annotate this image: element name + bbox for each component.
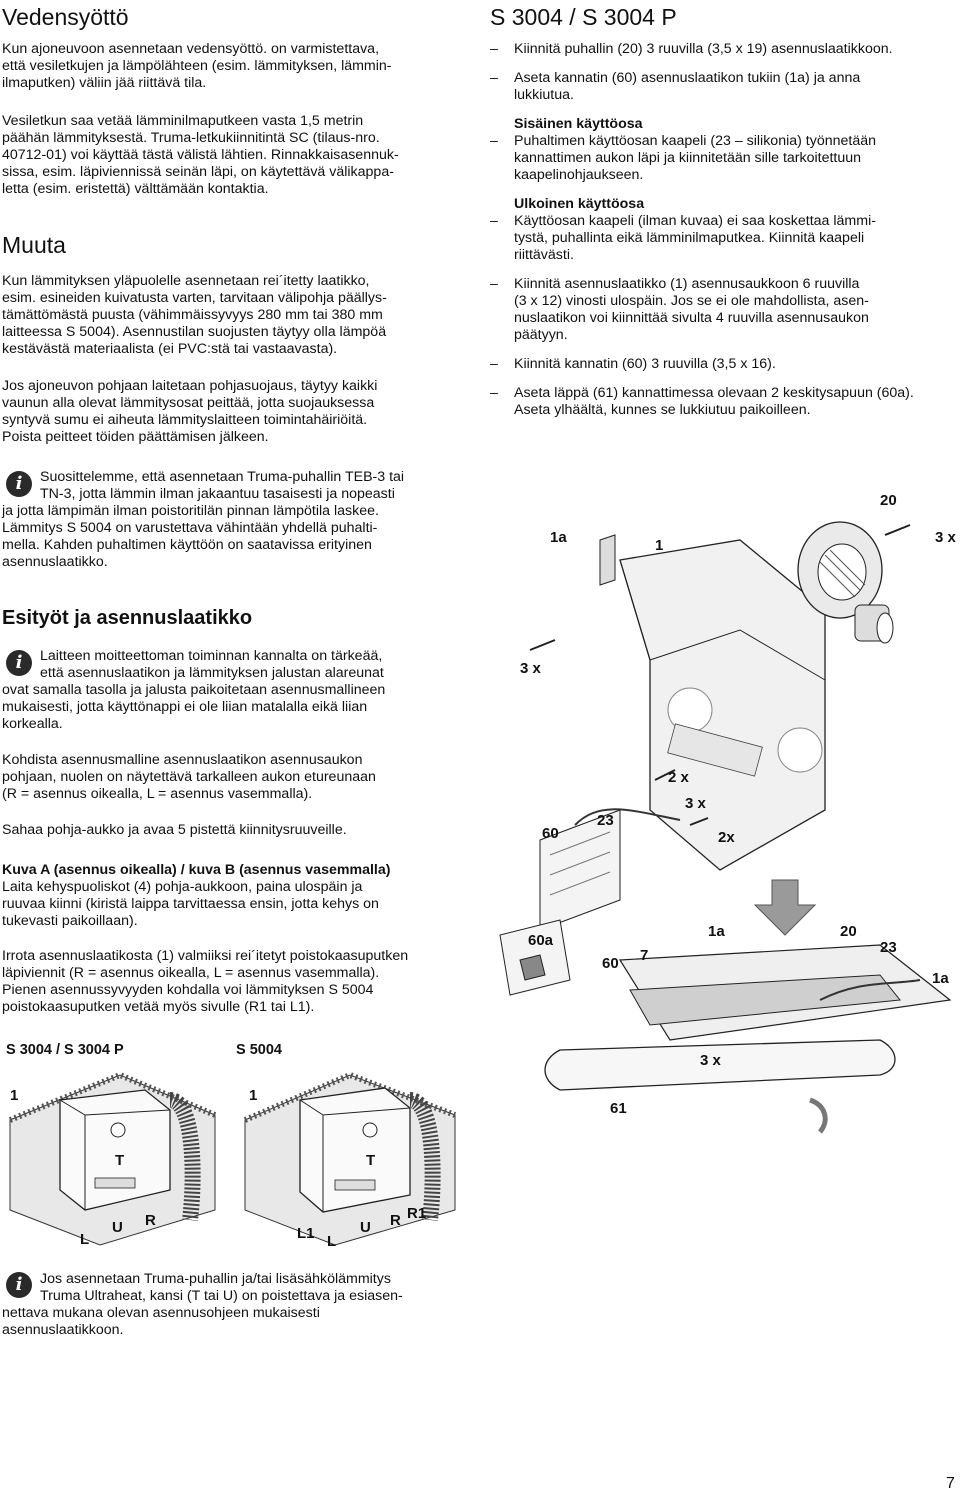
text-line: Vesiletkun saa vetää lämminilmaputkeen vasta 1,5 metrin	[2, 113, 364, 129]
text-line: ovat samalla tasolla ja jalusta paikoitetaan asennusmallineen	[2, 682, 386, 698]
text-line: 40712-01) voi käyttää tästä välistä lähtien. Rinnakkaisasennuk-	[2, 147, 399, 163]
text-line: korkealla.	[2, 716, 63, 732]
label-u: U	[112, 1219, 123, 1236]
label-u: U	[360, 1219, 371, 1236]
muuta-info-note	[2, 469, 472, 571]
list-item	[486, 133, 956, 184]
text-line: – Aseta kannatin (60) asennuslaatikon tukiin (1a) ja anna	[514, 70, 861, 86]
text-line: Lämmitys S 5004 on varustettava vähintään yhdellä puhalti-	[2, 520, 378, 536]
heading-vedensyotto: Vedensyöttö	[2, 4, 129, 30]
text-line: Suosittelemme, että asennetaan Truma-puhallin TEB-3 tai	[40, 469, 405, 485]
label-20: 20	[880, 492, 897, 509]
list-item	[486, 213, 956, 264]
subheading-ulkoinen: Ulkoinen käyttöosa	[514, 196, 645, 212]
label-3x: 3 x	[700, 1052, 721, 1069]
text-line: syntyvä sumu ei aiheuta lämmityslaitteen toimintahäiriöitä.	[2, 412, 368, 428]
heading-muuta: Muuta	[2, 232, 66, 258]
bottom-info-note	[2, 1271, 472, 1339]
text-line: Irrota asennuslaatikosta (1) valmiiksi rei´itetyt poistokaasuputken	[2, 948, 409, 964]
label-r: R	[145, 1212, 156, 1229]
box-body	[60, 1090, 170, 1210]
text-line: läpiviennit (R = asennus oikealla, L = asennus vasemmalla).	[2, 965, 380, 981]
muuta-paragraph-1	[2, 273, 472, 358]
text-line: Aseta ylhäältä, kunnes se lukkiutuu paikoilleen.	[514, 402, 811, 418]
text-line: Poista peitteet töiden päättämisen jälkeen.	[2, 429, 269, 445]
list-item	[486, 385, 956, 419]
label-1a: 1a	[708, 923, 725, 940]
info-icon: i	[6, 1272, 32, 1298]
text-line: esim. esineiden kuivatusta varten, tarvitaan välipohja päällys-	[2, 290, 387, 306]
text-line: Pienen asennussyvyyden kohdalla voi lämmityksen S 5004	[2, 982, 374, 998]
label-7: 7	[640, 947, 649, 964]
label-2x: 2x	[718, 829, 735, 846]
label-3x: 3 x	[520, 660, 541, 677]
list-item	[486, 276, 956, 344]
label-2x: 2 x	[668, 769, 689, 786]
text-line: kannattimen aukon läpi ja kiinnitetään sille tarkoitettuun	[514, 150, 862, 166]
text-line: TN-3, jotta lämmin ilman jakaantuu tasaisesti ja nopeasti	[40, 486, 395, 502]
text-line: laitteessa S 5004). Asennustilan suojusten täytyy olla lämpöä	[2, 324, 387, 340]
instructions-list	[486, 41, 956, 419]
text-line: letta (esim. eristettä) välttämään kontaktia.	[2, 181, 269, 197]
esityot-paragraph-1	[2, 752, 472, 803]
label-61: 61	[610, 1100, 627, 1117]
text-line: Laita kehyspuoliskot (4) pohja-aukkoon, paina ulospäin ja	[2, 879, 363, 895]
text-line: tämättömästä puusta (vähimmäissyvyys 280 mm tai 380 mm	[2, 307, 383, 323]
installation-box-upper	[600, 535, 825, 870]
text-line: asennuslaatikkoon.	[2, 1322, 124, 1338]
label-60: 60	[542, 825, 559, 842]
text-line: (3 x 12) vinosti ulospäin. Jos se ei ole mahdollista, asen-	[514, 293, 869, 309]
text-line: että asennuslaatikon ja lämmityksen jalustan alareunat	[40, 665, 384, 681]
installation-box-figure-s3004	[0, 1060, 230, 1250]
list-item: – Kiinnitä puhallin (20) 3 ruuvilla (3,5 x 19) asennuslaatikkoon.	[486, 41, 956, 58]
label-r1: R1	[407, 1205, 427, 1222]
heading-esityot: Esityöt ja asennuslaatikko	[2, 607, 253, 629]
text-line: ja jotta lämpimän ilman poistoritilän pinnan lämpötila laskee.	[2, 503, 379, 519]
heading-s3004: S 3004 / S 3004 P	[490, 4, 677, 30]
text-line: mella. Kahden puhaltimen käyttöön on saatavissa erityinen	[2, 537, 372, 553]
label-1: 1	[10, 1087, 19, 1104]
text-line: vaunun alla olevat lämmitysosat peittää, jotta suojauksessa	[2, 395, 375, 411]
text-line: kestävästä materiaalista (ei PVC:stä tai vastaavasta).	[2, 341, 338, 357]
text-line: nettava mukana olevan asennusohjeen mukaisesti	[2, 1305, 320, 1321]
label-r: R	[390, 1212, 401, 1229]
label-t: T	[366, 1152, 376, 1169]
text-line: Laitteen moitteettoman toiminnan kannalta on tärkeää,	[40, 648, 383, 664]
text-line: Jos asennetaan Truma-puhallin ja/tai lisäsähkölämmitys	[40, 1271, 391, 1287]
label-t: T	[115, 1152, 125, 1169]
esityot-paragraph-2: Sahaa pohja-aukko ja avaa 5 pistettä kiinnitysruuveille.	[2, 822, 347, 838]
text-line: pohjaan, nuolen on näytettävä tarkalleen aukon etureunaan	[2, 769, 376, 785]
text-line: Jos ajoneuvon pohjaan laitetaan pohjasuojaus, täytyy kaikki	[2, 378, 378, 394]
section-vedensyotto	[2, 4, 472, 31]
info-icon: i	[6, 471, 32, 497]
label-23: 23	[597, 812, 614, 829]
label-3x: 3 x	[935, 529, 956, 546]
text-line: poistokaasuputken vetää myös sivulle (R1 tai L1).	[2, 999, 315, 1015]
esityot-info-note	[2, 648, 472, 733]
text-line: mukaisesti, jotta käyttönappi ei ole liian matalalla eikä liian	[2, 699, 368, 715]
text-line: – Kiinnitä asennuslaatikko (1) asennusaukkoon 6 ruuvilla	[514, 276, 860, 292]
label-23: 23	[880, 939, 897, 956]
text-line: päätyyn.	[514, 327, 568, 343]
vedensyotto-paragraph-2	[2, 113, 472, 198]
text-line: tukevasti paikoillaan).	[2, 913, 138, 929]
text-line: päähän lämmityksestä. Truma-letkukiinnitintä SC (tilaus-nro.	[2, 130, 380, 146]
label-20: 20	[840, 923, 857, 940]
esityot-paragraph-3	[2, 879, 472, 930]
text-line: nuslaatikon voi kiinnittää sivulta 4 ruuvilla asennusaukon	[514, 310, 869, 326]
page-number: 7	[946, 1475, 955, 1492]
text-line: Truma Ultraheat, kansi (T tai U) on poistettava ja esiasen-	[40, 1288, 403, 1304]
figure-caption-s3004: S 3004 / S 3004 P	[6, 1042, 124, 1058]
arrow-down-icon	[755, 880, 815, 935]
kuva-title: Kuva A (asennus oikealla) / kuva B (asennus vasemmalla)	[2, 862, 391, 878]
label-1: 1	[249, 1087, 258, 1104]
text-line: asennuslaatikko.	[2, 554, 108, 570]
text-line: riittävästi.	[514, 247, 574, 263]
label-1: 1	[655, 537, 664, 554]
esityot-paragraph-4	[2, 948, 472, 1016]
box-body	[300, 1088, 410, 1212]
text-line: – Aseta läppä (61) kannattimessa olevaan 2 keskitysapuun (60a).	[514, 385, 914, 401]
text-line: tystä, puhallinta eikä lämminilmaputkea. Kiinnitä kaapeli	[514, 230, 865, 246]
label-l1: L1	[297, 1225, 315, 1242]
label-l: L	[80, 1231, 90, 1248]
label-1a: 1a	[550, 529, 567, 546]
muuta-paragraph-2	[2, 378, 472, 446]
text-line: – Puhaltimen käyttöosan kaapeli (23 – silikonia) työnnetään	[514, 133, 877, 149]
text-line: kaapelinohjaukseen.	[514, 167, 644, 183]
text-line: ruuvaa kiinni (kiristä laippa tarvittaessa ensin, jotta kehys on	[2, 896, 379, 912]
label-60: 60	[602, 955, 619, 972]
text-line: sissa, esim. läpiviennissä seinän läpi, on käytettävä välikappa-	[2, 164, 394, 180]
subheading-sisainen: Sisäinen käyttöosa	[514, 116, 643, 132]
text-line: lukkiutua.	[514, 87, 574, 103]
blower-installation-figure	[480, 480, 958, 1140]
label-l: L	[327, 1233, 337, 1250]
label-1a: 1a	[932, 970, 949, 987]
text-line: Kun ajoneuvoon asennetaan vedensyöttö. on varmistettava,	[2, 41, 380, 57]
text-line: – Käyttöosan kaapeli (ilman kuvaa) ei saa koskettaa lämmi-	[514, 213, 876, 229]
label-3x: 3 x	[685, 795, 706, 812]
rotate-arrow-icon	[810, 1100, 825, 1132]
text-line: (R = asennus oikealla, L = asennus vasemmalla).	[2, 786, 313, 802]
text-line: Kun lämmityksen yläpuolelle asennetaan rei´itetty laatikko,	[2, 273, 370, 289]
installation-box-figure-s5004	[235, 1060, 470, 1250]
figure-caption-s5004: S 5004	[236, 1042, 282, 1058]
list-item	[486, 70, 956, 104]
text-line: ilmaputken) väliin jää riittävä tila.	[2, 75, 207, 91]
list-item: – Kiinnitä kannatin (60) 3 ruuvilla (3,5 x 16).	[486, 356, 956, 373]
info-icon: i	[6, 650, 32, 676]
text-line: Kohdista asennusmalline asennuslaatikon asennusaukon	[2, 752, 363, 768]
vedensyotto-paragraph-1	[2, 41, 472, 92]
text-line: että vesiletkujen ja lämpölähteen (esim. lämmityksen, lämmin-	[2, 58, 392, 74]
label-60a: 60a	[528, 932, 554, 949]
